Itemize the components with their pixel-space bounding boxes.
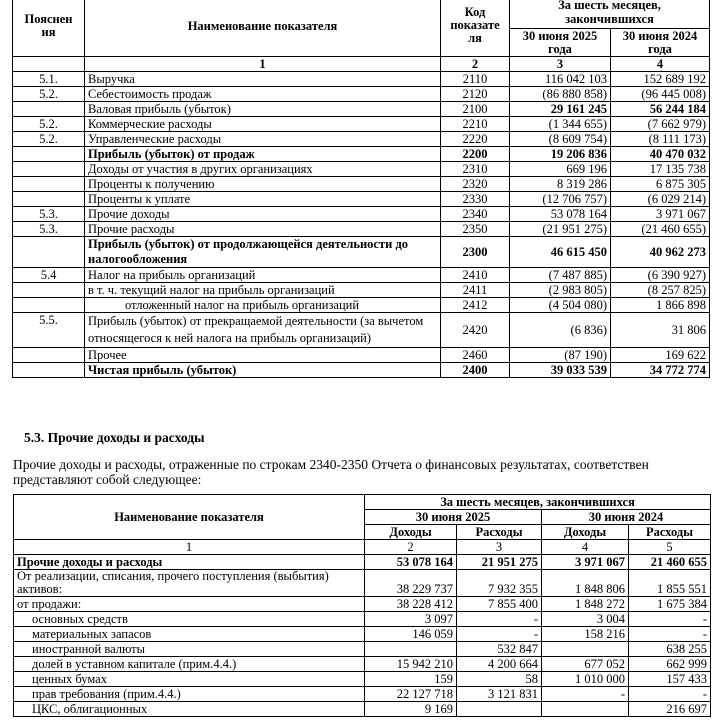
row-name: ЦКС, облигационных bbox=[14, 702, 365, 717]
row-expenses-2025 bbox=[457, 702, 542, 717]
row-value-2025: 46 615 450 bbox=[510, 237, 611, 268]
row-income-2024: 158 216 bbox=[542, 627, 629, 642]
row-income-2025: 38 228 412 bbox=[365, 597, 457, 612]
row-name: материальных запасов bbox=[14, 627, 365, 642]
row-expenses-2025: 7 855 400 bbox=[457, 597, 542, 612]
table-row bbox=[14, 627, 711, 642]
header-period-group: За шесть месяцев, закончившихся bbox=[510, 0, 710, 29]
row-note bbox=[13, 102, 85, 117]
row-income-2025: 22 127 718 bbox=[365, 687, 457, 702]
row-value-2025: 669 196 bbox=[510, 162, 611, 177]
header-expenses: Расходы bbox=[629, 525, 711, 540]
row-expenses-2025: 532 847 bbox=[457, 642, 542, 657]
row-value-2025: (86 880 858) bbox=[510, 87, 611, 102]
table-header-row bbox=[13, 0, 710, 29]
row-code: 2120 bbox=[441, 87, 510, 102]
table-row bbox=[14, 642, 711, 657]
row-expenses-2024: - bbox=[629, 612, 711, 627]
table-row bbox=[14, 702, 711, 717]
num-code: 2 bbox=[441, 57, 510, 72]
table-row bbox=[13, 72, 710, 87]
header-note: Пояснен ия bbox=[13, 0, 85, 57]
row-value-2024: 34 772 774 bbox=[611, 363, 710, 378]
row-name: в т. ч. текущий налог на прибыль организаций bbox=[85, 283, 441, 298]
row-value-2024: 6 875 305 bbox=[611, 177, 710, 192]
table-row bbox=[14, 612, 711, 627]
row-name: Прочие доходы и расходы bbox=[14, 555, 365, 570]
row-value-2025: (8 609 754) bbox=[510, 132, 611, 147]
row-note: 5.2. bbox=[13, 132, 85, 147]
row-code: 2300 bbox=[441, 237, 510, 268]
row-value-2025: (4 504 080) bbox=[510, 298, 611, 313]
header-2024: 30 июня 2024 года bbox=[611, 29, 710, 57]
row-code: 2310 bbox=[441, 162, 510, 177]
num-col: 1 bbox=[14, 540, 365, 555]
row-code: 2460 bbox=[441, 348, 510, 363]
row-name: Налог на прибыль организаций bbox=[85, 268, 441, 283]
row-value-2025: 53 078 164 bbox=[510, 207, 611, 222]
row-value-2025: (1 344 655) bbox=[510, 117, 611, 132]
row-expenses-2024: 1 675 384 bbox=[629, 597, 711, 612]
row-name: Проценты к уплате bbox=[85, 192, 441, 207]
row-value-2024: 40 470 032 bbox=[611, 147, 710, 162]
row-expenses-2024: 638 255 bbox=[629, 642, 711, 657]
table-row bbox=[13, 87, 710, 102]
row-value-2025: 19 206 836 bbox=[510, 147, 611, 162]
header-2024: 30 июня 2024 bbox=[542, 510, 711, 525]
row-income-2024 bbox=[542, 642, 629, 657]
row-income-2024: 1 848 806 bbox=[542, 570, 629, 597]
row-expenses-2025: 7 932 355 bbox=[457, 570, 542, 597]
row-code: 2350 bbox=[441, 222, 510, 237]
row-expenses-2025: 58 bbox=[457, 672, 542, 687]
table-row bbox=[13, 268, 710, 283]
table-row bbox=[13, 283, 710, 298]
row-income-2024: 3 971 067 bbox=[542, 555, 629, 570]
row-value-2024: 1 866 898 bbox=[611, 298, 710, 313]
row-value-2025: 8 319 286 bbox=[510, 177, 611, 192]
header-code: Код показате ля bbox=[441, 0, 510, 57]
row-name: иностранной валюты bbox=[14, 642, 365, 657]
header-income: Доходы bbox=[542, 525, 629, 540]
paragraph-line: Прочие доходы и расходы, отраженные по строкам 2340-2350 Отчета о финансовых результатах, соответствен bbox=[13, 457, 649, 472]
row-expenses-2025: 3 121 831 bbox=[457, 687, 542, 702]
row-value-2025: 29 161 245 bbox=[510, 102, 611, 117]
row-note: 5.2. bbox=[13, 117, 85, 132]
row-name: Прочие расходы bbox=[85, 222, 441, 237]
table-row bbox=[13, 162, 710, 177]
num-col: 2 bbox=[365, 540, 457, 555]
section-heading: 5.3. Прочие доходы и расходы bbox=[24, 430, 205, 445]
paragraph-line: представляют собой следующее: bbox=[13, 472, 202, 487]
row-name: Прочее bbox=[85, 348, 441, 363]
row-value-2025: 39 033 539 bbox=[510, 363, 611, 378]
row-code: 2330 bbox=[441, 192, 510, 207]
table-row bbox=[13, 192, 710, 207]
table-row bbox=[14, 672, 711, 687]
row-value-2024: (8 111 173) bbox=[611, 132, 710, 147]
row-value-2024: (21 460 655) bbox=[611, 222, 710, 237]
row-expenses-2024: 662 999 bbox=[629, 657, 711, 672]
row-note bbox=[13, 348, 85, 363]
row-name: отложенный налог на прибыль организаций bbox=[85, 298, 441, 313]
row-income-2025: 53 078 164 bbox=[365, 555, 457, 570]
row-value-2025: (87 190) bbox=[510, 348, 611, 363]
row-code: 2110 bbox=[441, 72, 510, 87]
row-name: Выручка bbox=[85, 72, 441, 87]
table-row bbox=[13, 222, 710, 237]
row-income-2024: - bbox=[542, 687, 629, 702]
row-expenses-2024: 216 697 bbox=[629, 702, 711, 717]
row-name: ценных бумах bbox=[14, 672, 365, 687]
row-code: 2200 bbox=[441, 147, 510, 162]
table-row bbox=[14, 555, 711, 570]
table-row bbox=[13, 177, 710, 192]
num-col: 4 bbox=[542, 540, 629, 555]
row-value-2024: (6 029 214) bbox=[611, 192, 710, 207]
row-code: 2340 bbox=[441, 207, 510, 222]
header-indicator-name: Наименование показателя bbox=[85, 0, 441, 57]
table-row bbox=[14, 687, 711, 702]
header-income: Доходы bbox=[365, 525, 457, 540]
table-row bbox=[13, 348, 710, 363]
row-name: основных средств bbox=[14, 612, 365, 627]
row-name: От реализации, списания, прочего поступления (выбытия) активов: bbox=[14, 570, 365, 597]
row-value-2024: 169 622 bbox=[611, 348, 710, 363]
row-value-2024: 17 135 738 bbox=[611, 162, 710, 177]
row-expenses-2025: - bbox=[457, 612, 542, 627]
row-name: прав требования (прим.4.4.) bbox=[14, 687, 365, 702]
row-expenses-2025: - bbox=[457, 627, 542, 642]
header-2025: 30 июня 2025 года bbox=[510, 29, 611, 57]
row-name: Управленческие расходы bbox=[85, 132, 441, 147]
row-name: Коммерческие расходы bbox=[85, 117, 441, 132]
table-row bbox=[13, 147, 710, 162]
row-expenses-2024: - bbox=[629, 627, 711, 642]
row-name: Проценты к получению bbox=[85, 177, 441, 192]
row-code: 2320 bbox=[441, 177, 510, 192]
row-income-2024: 1 010 000 bbox=[542, 672, 629, 687]
row-note bbox=[13, 237, 85, 268]
row-expenses-2024: - bbox=[629, 687, 711, 702]
section-paragraph bbox=[13, 457, 720, 487]
table-row bbox=[13, 207, 710, 222]
table-row bbox=[13, 132, 710, 147]
row-name: Прибыль (убыток) от продаж bbox=[85, 147, 441, 162]
row-name: Прибыль (убыток) от продолжающейся деятельности до налогообложения bbox=[85, 237, 441, 268]
header-indicator-name: Наименование показателя bbox=[14, 495, 365, 540]
num-col: 5 bbox=[629, 540, 711, 555]
num-name: 1 bbox=[85, 57, 441, 72]
row-income-2024: 677 052 bbox=[542, 657, 629, 672]
table-header-row bbox=[14, 495, 711, 510]
row-value-2025: (6 836) bbox=[510, 313, 611, 348]
row-note bbox=[13, 147, 85, 162]
row-value-2025: (21 951 275) bbox=[510, 222, 611, 237]
row-note: 5.4 bbox=[13, 268, 85, 283]
row-note: 5.5. bbox=[13, 313, 85, 348]
num-note bbox=[13, 57, 85, 72]
table-row bbox=[13, 237, 710, 268]
row-code: 2420 bbox=[441, 313, 510, 348]
num-2025: 3 bbox=[510, 57, 611, 72]
row-income-2025: 146 059 bbox=[365, 627, 457, 642]
table-row bbox=[13, 298, 710, 313]
row-name: Доходы от участия в других организациях bbox=[85, 162, 441, 177]
row-code: 2400 bbox=[441, 363, 510, 378]
row-value-2024: (7 662 979) bbox=[611, 117, 710, 132]
row-value-2024: (8 257 825) bbox=[611, 283, 710, 298]
row-income-2024: 3 004 bbox=[542, 612, 629, 627]
row-name: Чистая прибыль (убыток) bbox=[85, 363, 441, 378]
table-row bbox=[14, 570, 711, 597]
row-name: от продажи: bbox=[14, 597, 365, 612]
table-row bbox=[14, 597, 711, 612]
row-note bbox=[13, 177, 85, 192]
row-income-2025: 159 bbox=[365, 672, 457, 687]
row-value-2024: 40 962 273 bbox=[611, 237, 710, 268]
row-income-2024: 1 848 272 bbox=[542, 597, 629, 612]
header-2025: 30 июня 2025 bbox=[365, 510, 542, 525]
row-note bbox=[13, 162, 85, 177]
row-value-2024: (96 445 008) bbox=[611, 87, 710, 102]
row-name: долей в уставном капитале (прим.4.4.) bbox=[14, 657, 365, 672]
row-value-2025: (2 983 805) bbox=[510, 283, 611, 298]
row-value-2024: (6 390 927) bbox=[611, 268, 710, 283]
table-row bbox=[13, 363, 710, 378]
row-name: Прочие доходы bbox=[85, 207, 441, 222]
row-value-2025: (7 487 885) bbox=[510, 268, 611, 283]
num-col: 3 bbox=[457, 540, 542, 555]
header-expenses: Расходы bbox=[457, 525, 542, 540]
row-code: 2410 bbox=[441, 268, 510, 283]
row-value-2024: 3 971 067 bbox=[611, 207, 710, 222]
num-2024: 4 bbox=[611, 57, 710, 72]
row-income-2024 bbox=[542, 702, 629, 717]
row-value-2024: 31 806 bbox=[611, 313, 710, 348]
row-expenses-2025: 4 200 664 bbox=[457, 657, 542, 672]
row-income-2025 bbox=[365, 642, 457, 657]
row-income-2025: 9 169 bbox=[365, 702, 457, 717]
table-row bbox=[13, 117, 710, 132]
row-note bbox=[13, 363, 85, 378]
row-code: 2411 bbox=[441, 283, 510, 298]
table-row bbox=[13, 102, 710, 117]
row-expenses-2024: 21 460 655 bbox=[629, 555, 711, 570]
row-income-2025: 38 229 737 bbox=[365, 570, 457, 597]
row-note: 5.3. bbox=[13, 222, 85, 237]
row-value-2024: 152 689 192 bbox=[611, 72, 710, 87]
table-row bbox=[13, 313, 710, 348]
income-statement-table bbox=[12, 0, 710, 378]
row-value-2025: 116 042 103 bbox=[510, 72, 611, 87]
row-expenses-2024: 157 433 bbox=[629, 672, 711, 687]
table-number-row bbox=[13, 57, 710, 72]
row-name: Себестоимость продаж bbox=[85, 87, 441, 102]
table-row bbox=[14, 657, 711, 672]
row-code: 2412 bbox=[441, 298, 510, 313]
row-name: Валовая прибыль (убыток) bbox=[85, 102, 441, 117]
header-period-group: За шесть месяцев, закончившихся bbox=[365, 495, 711, 510]
row-note bbox=[13, 283, 85, 298]
row-expenses-2024: 1 855 551 bbox=[629, 570, 711, 597]
row-expenses-2025: 21 951 275 bbox=[457, 555, 542, 570]
other-income-expenses-table bbox=[13, 494, 711, 717]
row-income-2025: 3 097 bbox=[365, 612, 457, 627]
row-note bbox=[13, 192, 85, 207]
row-note: 5.1. bbox=[13, 72, 85, 87]
row-note bbox=[13, 298, 85, 313]
row-value-2025: (12 706 757) bbox=[510, 192, 611, 207]
row-note: 5.3. bbox=[13, 207, 85, 222]
row-code: 2100 bbox=[441, 102, 510, 117]
table-number-row bbox=[14, 540, 711, 555]
row-name: Прибыль (убыток) от прекращаемой деятельности (за вычетом относящегося к ней налога на прибыль организаций) bbox=[85, 313, 441, 348]
row-income-2025: 15 942 210 bbox=[365, 657, 457, 672]
row-value-2024: 56 244 184 bbox=[611, 102, 710, 117]
row-code: 2220 bbox=[441, 132, 510, 147]
row-note: 5.2. bbox=[13, 87, 85, 102]
row-code: 2210 bbox=[441, 117, 510, 132]
